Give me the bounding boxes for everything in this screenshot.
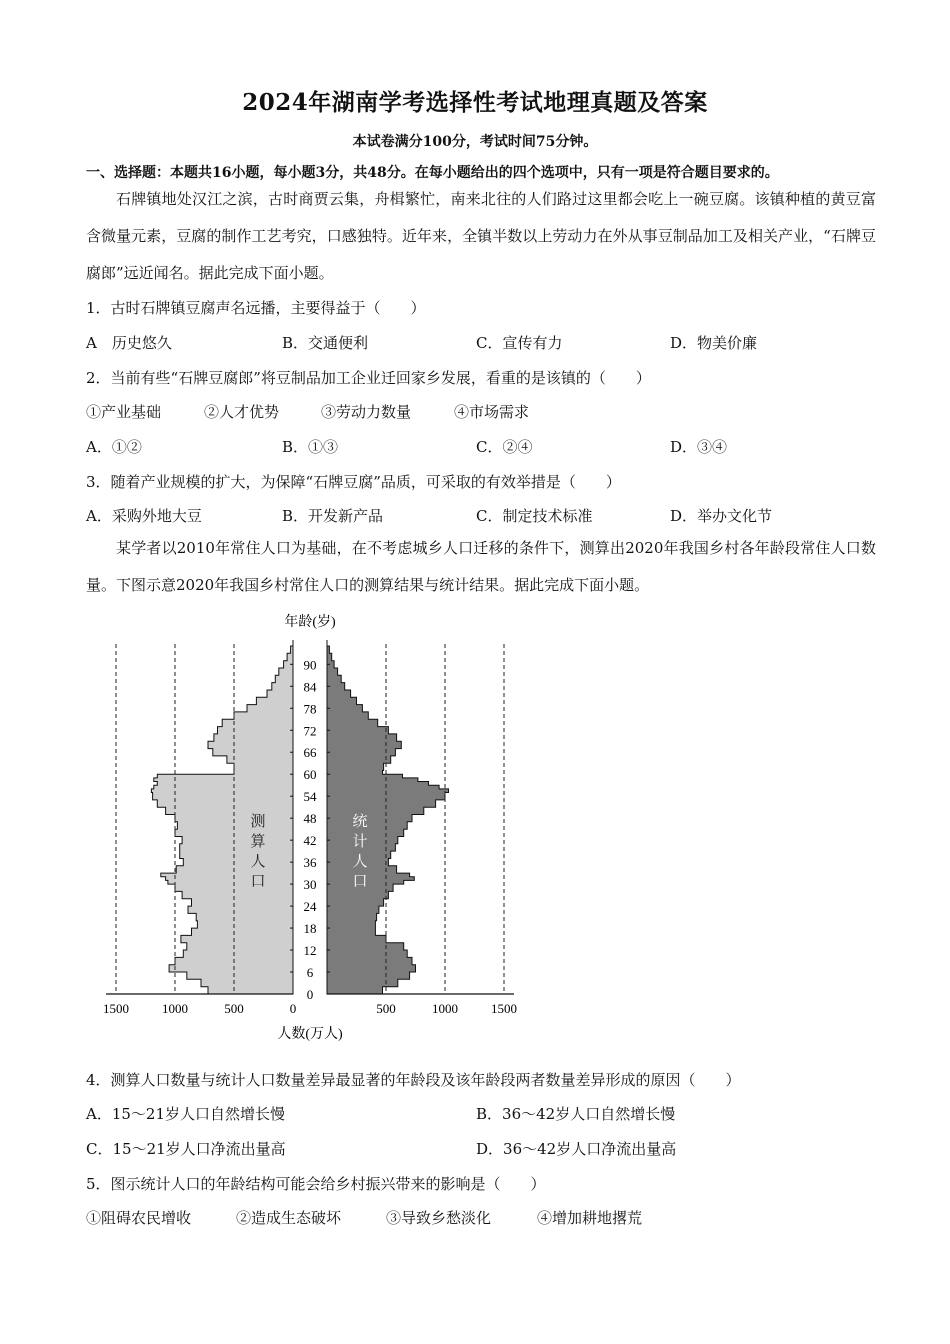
question-4-stem: 4．测算人口数量与统计人口数量差异最显著的年龄段及该年龄段两者数量差异形成的原因（ ） xyxy=(86,1071,741,1089)
age-tick-label: 24 xyxy=(303,899,317,915)
question-2-option-a: A．①② xyxy=(86,438,142,456)
x-tick-label: 1000 xyxy=(432,1001,458,1016)
material-paragraph-1: 石牌镇地处汉江之滨，古时商贾云集，舟楫繁忙，南来北往的人们路过这里都会吃上一碗豆腐。该镇种植的黄豆富含微量元素，豆腐的制作工艺考究，口感独特。近年来，全镇半数以上劳动力在外从事豆制品加工及相关产业，“石牌豆腐郎”远近闻名。据此完成下面小题。 xyxy=(86,190,876,282)
question-3-option-b: B．开发新产品 xyxy=(282,507,384,525)
question-1-option-b: B．交通便利 xyxy=(282,334,369,352)
age-tick-label: 42 xyxy=(303,833,317,849)
x-axis-label: 人数(万人) xyxy=(277,1027,343,1042)
label-char: 计 xyxy=(352,834,368,850)
label-char: 算 xyxy=(250,834,266,850)
question-2-item-1: ①产业基础 xyxy=(86,403,162,421)
series-statistical-population xyxy=(327,646,449,994)
exam-info: 本试卷满分100分，考试时间75分钟。 xyxy=(352,134,598,150)
question-3-stem: 3．随着产业规模的扩大，为保障“石牌豆腐”品质，可采取的有效举措是（ ） xyxy=(86,473,621,491)
question-4-option-d: D．36～42岁人口净流出量高 xyxy=(476,1140,677,1158)
label-char: 口 xyxy=(352,874,368,890)
label-char: 口 xyxy=(250,874,266,890)
x-tick-label: 1500 xyxy=(491,1001,517,1016)
question-5-item-4: ④增加耕地撂荒 xyxy=(537,1209,643,1227)
question-2-option-d: D．③④ xyxy=(670,438,728,456)
question-4-option-c: C．15～21岁人口净流出量高 xyxy=(86,1140,286,1158)
x-tick-label: 500 xyxy=(376,1001,396,1016)
x-tick-label: 1000 xyxy=(162,1001,188,1016)
question-1-option-c: C．宣传有力 xyxy=(476,334,563,352)
population-pyramid-chart xyxy=(90,604,550,1052)
label-char: 测 xyxy=(250,814,266,830)
age-tick-label: 12 xyxy=(303,943,317,959)
y-axis-label: 年龄(岁) xyxy=(284,615,336,630)
question-3-option-a: A．采购外地大豆 xyxy=(86,507,202,525)
age-tick-label: 36 xyxy=(303,855,317,871)
question-2-item-3: ③劳动力数量 xyxy=(321,403,412,421)
age-tick-label: 0 xyxy=(306,987,314,1002)
question-3-option-d: D．举办文化节 xyxy=(670,507,773,525)
question-5-stem: 5．图示统计人口的年龄结构可能会给乡村振兴带来的影响是（ ） xyxy=(86,1175,546,1193)
age-tick-label: 54 xyxy=(303,789,317,805)
age-tick-label: 78 xyxy=(303,701,317,717)
x-tick-label: 1500 xyxy=(103,1001,129,1016)
question-5-item-2: ②造成生态破坏 xyxy=(236,1209,342,1227)
age-tick-label: 30 xyxy=(303,877,317,893)
question-1-option-a: A 历史悠久 xyxy=(86,334,172,352)
age-tick-label: 66 xyxy=(303,745,317,761)
series-calculated-population xyxy=(151,646,293,994)
label-char: 统 xyxy=(352,814,368,830)
question-1-stem: 1．古时石牌镇豆腐声名远播，主要得益于（ ） xyxy=(86,299,426,317)
age-tick-label: 48 xyxy=(303,811,317,827)
material-paragraph-2: 某学者以2010年常住人口为基础，在不考虑城乡人口迁移的条件下，测算出2020年我国乡村各年龄段常住人口数量。下图示意2020年我国乡村常住人口的测算结果与统计结果。据此完成下面小题。 xyxy=(86,539,876,594)
label-char: 人 xyxy=(250,854,266,870)
question-2-stem: 2．当前有些“石牌豆腐郎”将豆制品加工企业迁回家乡发展，看重的是该镇的（ ） xyxy=(86,369,651,387)
age-tick-label: 6 xyxy=(306,965,314,981)
question-1-option-d: D．物美价廉 xyxy=(670,334,758,352)
age-tick-label: 84 xyxy=(303,679,317,695)
question-2-item-4: ④市场需求 xyxy=(454,403,530,421)
question-2-option-c: C．②④ xyxy=(476,438,533,456)
age-tick-label: 18 xyxy=(303,921,317,937)
page-title: 2024年湖南学考选择性考试地理真题及答案 xyxy=(242,89,708,116)
question-5-item-1: ①阻碍农民增收 xyxy=(86,1209,192,1227)
x-tick-label: 500 xyxy=(224,1001,244,1016)
label-char: 人 xyxy=(352,854,368,870)
question-4-option-b: B．36～42岁人口自然增长慢 xyxy=(476,1105,676,1123)
age-tick-label: 90 xyxy=(303,657,317,673)
age-tick-label: 60 xyxy=(303,767,317,783)
section-heading: 一、选择题：本题共16小题，每小题3分，共48分。在每小题给出的四个选项中，只有一项是符合题目要求的。 xyxy=(86,165,779,181)
question-2-option-b: B．①③ xyxy=(282,438,339,456)
x-tick-label: 0 xyxy=(289,1001,297,1016)
question-4-option-a: A．15～21岁人口自然增长慢 xyxy=(86,1105,286,1123)
question-2-item-2: ②人才优势 xyxy=(204,403,280,421)
age-tick-label: 72 xyxy=(303,723,317,739)
question-5-item-3: ③导致乡愁淡化 xyxy=(386,1209,492,1227)
question-3-option-c: C．制定技术标准 xyxy=(476,507,593,525)
